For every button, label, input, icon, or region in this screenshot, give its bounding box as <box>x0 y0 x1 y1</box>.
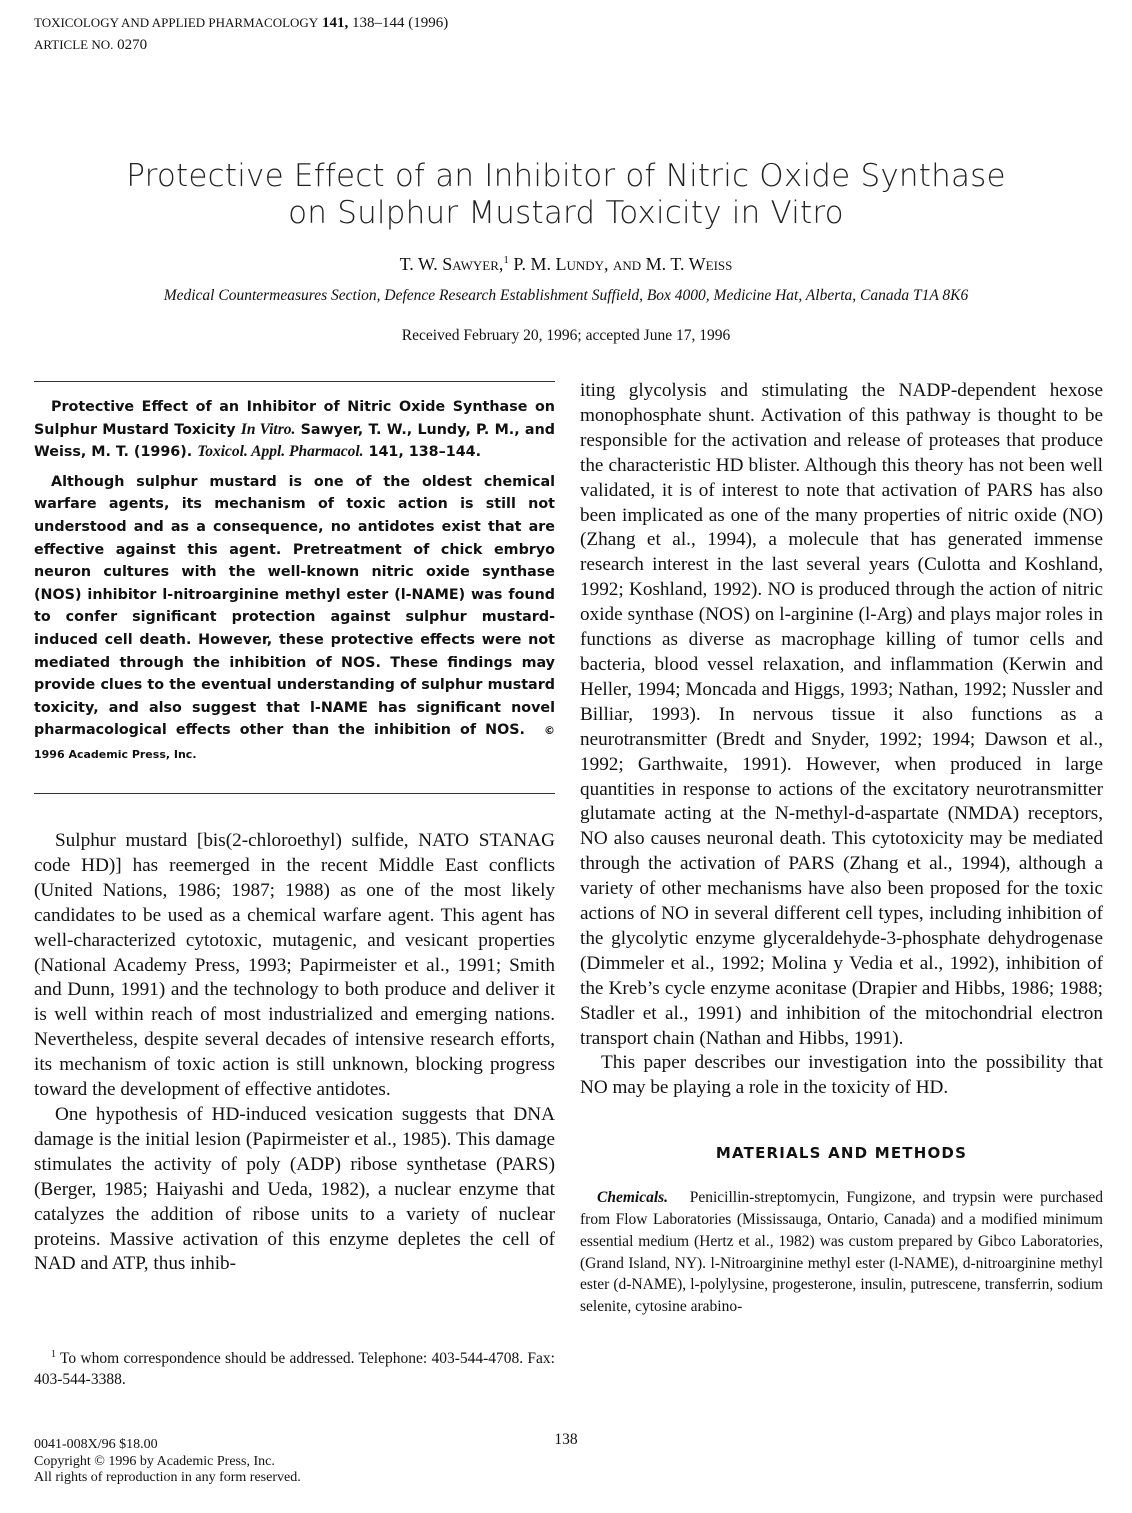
affiliation: Medical Countermeasures Section, Defence Research Establishment Suffield, Box 4000, Medicine Hat, Alberta, Canada T1A 8K6 <box>163 287 969 304</box>
intro-paragraph-aim: This paper describes our investigation into the possibility that NO may be playing a role in the toxicity of HD. <box>580 1052 1103 1099</box>
author-footnote-mark: 1 <box>503 254 509 266</box>
intro-paragraph-continued: iting glycolysis and stimulating the NADP-dependent hexose monophosphate shunt. Activation of this pathway is thought to be responsible for the activation and release of proteases that produce the characteristic HD blister. Although this theory has not been well validated, it is of interest to note that activation of PARS has also been implicated as one of the many properties of nitric oxide (NO) (Zhang et al., 1994), a molecule that has generated immense research interest in the last several years (Culotta and Koshland, 1992; Koshland, 1992). NO is produced through the action of nitric oxide synthase (NOS) on l-arginine (l-Arg) and plays major roles in functions as diverse as macrophage killing of tumor cells and bacteria, blood vessel relaxation, and inflammation (Kerwin and Heller, 1994; Moncada and Higgs, 1993; Nathan, 1992; Nussler and Billiar, 1993). In nervous tissue it also functions as a neurotransmitter (Bredt and Snyder, 1992; 1994; Dawson et al., 1992; Garthwaite, 1991). However, when produced in large quantities in response to actions of the excitatory neurotransmitter glutamate acting at the N-methyl-d-aspartate (NMDA) receptors, NO also causes neuronal death. This cytotoxicity may be mediated through the activation of PARS (Zhang et al., 1994), although a variety of other mechanisms have also been proposed for the toxic actions of NO in several different cell types, including inhibition of the glycolytic enzyme glyceraldehyde-3-phosphate dehydrogenase (Dimmeler et al., 1992; Molina y Vedia et al., 1992), inhibition of the Kreb’s cycle enzyme aconitase (Drapier and Hibbs, 1986; 1988; Stadler et al., 1991) and inhibition of the mitochondrial electron transport chain (Nathan and Hibbs, 1991). <box>580 380 1103 1049</box>
methods-text <box>580 1187 1103 1318</box>
imprint-rights: All rights of reproduction in any form reserved. <box>34 1470 301 1485</box>
journal-volume: 141, <box>321 15 349 31</box>
title-block <box>0 158 1132 345</box>
imprint <box>34 1437 301 1487</box>
abstract-citation-pages: 141, 138–144. <box>368 444 482 461</box>
received-dates: Received February 20, 1996; accepted June 17, 1996 <box>401 327 731 344</box>
title-line-2: on Sulphur Mustard Toxicity in Vitro <box>288 195 844 231</box>
intro-paragraph-1: Sulphur mustard [bis(2-chloroethyl) sulfide, NATO STANAG code HD)] has reemerged in the recent Middle East conflicts (United Nations, 1986; 1987; 1988) as one of the most likely candidates to be used as a chemical warfare agent. This agent has well-characterized cytotoxic, mutagenic, and vesicant properties (National Academy Press, 1993; Papirmeister et al., 1991; Smith and Dunn, 1991) and the technology to both produce and deliver it is well within reach of most industrialized and emerging nations. Nevertheless, despite several decades of intensive research efforts, its mechanism of toxic action is still unknown, blocking progress toward the development of effective antidotes. <box>34 830 555 1101</box>
article-number-line <box>34 34 448 56</box>
methods-lead: Chemicals. <box>597 1189 669 1207</box>
footnote <box>34 1345 555 1390</box>
abstract-citation-title: Protective Effect of an Inhibitor of Nitric Oxide Synthase on Sulphur Mustard Toxicity <box>34 399 555 438</box>
running-header <box>34 12 448 56</box>
abstract <box>34 396 555 774</box>
footnote-mark-wrap <box>34 1350 56 1367</box>
journal-line <box>34 12 448 34</box>
journal-name: TOXICOLOGY AND APPLIED PHARMACOLOGY <box>34 15 319 30</box>
authors-rest: P. M. Lundy, and M. T. Weiss <box>513 254 733 274</box>
abstract-bottom-rule <box>34 793 555 794</box>
methods-paragraph <box>580 1187 1103 1318</box>
imprint-code: 0041-008X/96 $18.00 <box>34 1437 158 1452</box>
article-title <box>0 158 1132 232</box>
abstract-body <box>34 471 555 767</box>
abstract-top-rule <box>34 381 555 382</box>
abstract-copyright: © 1996 Academic Press, Inc. <box>34 724 555 761</box>
section-heading: MATERIALS AND METHODS <box>715 1144 968 1163</box>
author-1: T. W. Sawyer, <box>399 254 504 274</box>
title-line-1: Protective Effect of an Inhibitor of Nitric Oxide Synthase <box>126 158 1006 194</box>
left-column <box>34 829 555 1277</box>
abstract-citation-invitro: In Vitro. <box>240 420 296 438</box>
footnote-mark: 1 <box>51 1349 56 1360</box>
imprint-copyright: Copyright © 1996 by Academic Press, Inc. <box>34 1453 275 1469</box>
page-number: 138 <box>554 1431 578 1448</box>
article-number: 0270 <box>117 37 148 53</box>
footnote-text: To whom correspondence should be addressed. Telephone: 403-544-4708. Fax: 403-544-3388. <box>34 1350 555 1388</box>
author-list <box>0 254 1132 275</box>
methods-body: Penicillin-streptomycin, Fungizone, and trypsin were purchased from Flow Laboratories (Mississauga, Ontario, Canada) and a modified minimum essential medium (Hertz et al., 1982) was custom prepared by Gibco Laboratories, (Grand Island, NY). l-Nitroarginine methyl ester (l-NAME), d-nitroarginine methyl ester (d-NAME), l-polylysine, progesterone, insulin, putrescene, transferrin, sodium selenite, cytosine arabino- <box>580 1189 1103 1316</box>
intro-paragraph-2: One hypothesis of HD-induced vesication suggests that DNA damage is the initial lesion (Papirmeister et al., 1985). This damage stimulates the activity of poly (ADP) ribose synthetase (PARS) (Berger, 1985; Haiyashi and Ueda, 1982), a nuclear enzyme that catalyzes the addition of ribose units to a variety of nuclear proteins. Massive activation of this enzyme depletes the cell of NAD and ATP, thus inhib- <box>34 1103 555 1275</box>
journal-pages: 138–144 (1996) <box>351 15 449 31</box>
abstract-citation-journal: Toxicol. Appl. Pharmacol. <box>197 443 364 461</box>
article-label: ARTICLE NO. <box>34 37 114 52</box>
abstract-citation-authors: Sawyer, T. W., Lundy, P. M., and Weiss, M. T. (1996). <box>34 421 555 461</box>
right-column <box>580 379 1103 1318</box>
abstract-text: Although sulphur mustard is one of the oldest chemical warfare agents, its mechanism of toxic action is still not understood and as a consequence, no antidotes exist that are effective against this agent. Pretreatment of chick embryo neuron cultures with the well-known nitric oxide synthase (NOS) inhibitor l-nitroarginine methyl ester (l-NAME) was found to confer significant protection against sulphur mustard-induced cell death. However, these protective effects were not mediated through the inhibition of NOS. These findings may provide clues to the eventual understanding of sulphur mustard toxicity, and also suggest that l-NAME has significant novel pharmacological effects other than the inhibition of NOS. <box>34 473 555 739</box>
abstract-citation <box>34 396 555 464</box>
